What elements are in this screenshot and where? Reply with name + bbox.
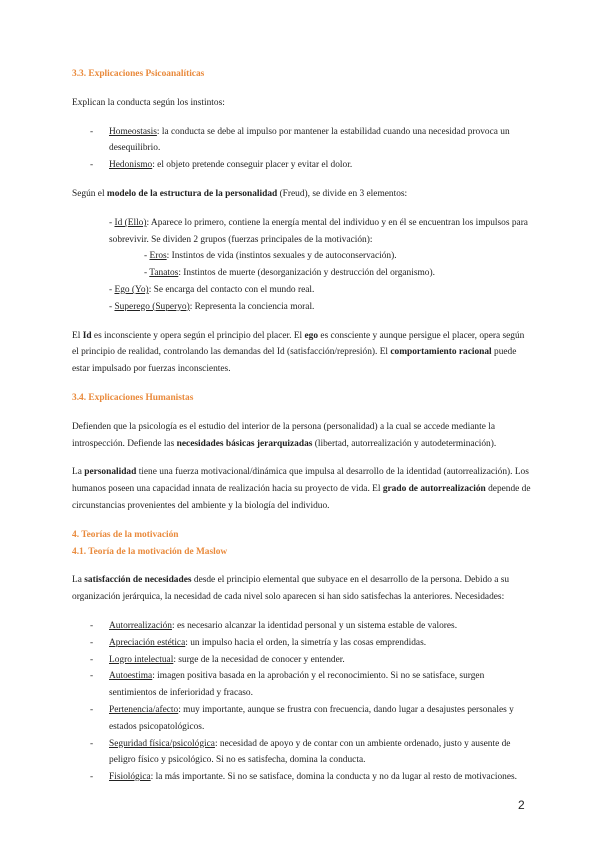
- document-page: [72, 66, 532, 786]
- superego-item: - Superego (Superyo): Representa la conciencia moral.: [109, 301, 315, 312]
- id-ego-paragraph: El Id es inconsciente y opera según el principio del placer. El ego es consciente y aunque persigue el placer, opera según el principio de realidad, controlando las demandas del Id (satisfacción/represión). El comportamiento racional puede estar impulsado por fuerzas inconscientes.: [72, 330, 525, 375]
- model-paragraph: Según el modelo de la estructura de la personalidad (Freud), se divide en 3 elementos:: [72, 188, 408, 199]
- eros-item: - Eros: Instintos de vida (instintos sexuales y de autoconservación).: [144, 251, 397, 262]
- personality-paragraph: La personalidad tiene una fuerza motivacional/dinámica que impulsa al desarrollo de la identidad (autorrealización). Los humanos poseen una capacidad innata de realización hacia su proyecto de vida. El grado de autorrealización depende de circunstancias provenientes del ambiente y la biología del individuo.: [72, 467, 531, 511]
- instinct-list: [72, 124, 532, 174]
- tanatos-item: - Tanatos: Instintos de muerte (desorganización y destrucción del organismo).: [144, 268, 435, 279]
- list-item: - Apreciación estética: un impulso hacia el orden, la simetría y las cosas emprendidas.: [90, 637, 427, 648]
- list-item: - Seguridad física/psicológica: necesidad de apoyo y de contar con un ambiente ordenado, justo y ausente de peligro físico y psicológico. Si no es satisfecha, domina la conducta.: [90, 738, 511, 766]
- heading-3-3: 3.3. Explicaciones Psicoanalíticas: [72, 69, 205, 79]
- humanist-paragraph: Defienden que la psicología es el estudio del interior de la persona (personalidad) a la cual se accede mediante la introspección. Defiende las necesidades básicas jerarquizadas (libertad, autorrealización y autodeterminación).: [72, 421, 497, 449]
- id-item: - Id (Ello): Aparece lo primero, contiene la energía mental del individuo y en él se encuentran los impulsos para sobrevivir. Se dividen 2 grupos (fuerzas principales de la motivación):: [109, 217, 528, 245]
- maslow-paragraph: La satisfacción de necesidades desde el principio elemental que subyace en el desarrollo de la persona. Debido a su organización jerárquica, la necesidad de cada nivel solo aparecen si han sido satisfechas la anteriores. Necesidades:: [72, 575, 510, 603]
- personality-structure: [72, 215, 532, 316]
- list-item: - Autorrealización: es necesario alcanzar la identidad personal y un sistema estable de valores.: [90, 620, 458, 631]
- heading-3-4: 3.4. Explicaciones Humanistas: [72, 392, 194, 403]
- list-item: - Autoestima: imagen positiva basada en la aprobación y el reconocimiento. Si no se satisface, surgen sentimientos de inferioridad y fracaso.: [90, 671, 485, 699]
- heading-4-1: 4.1. Teoría de la motivación de Maslow: [72, 546, 228, 557]
- list-item: - Hedonismo: el objeto pretende conseguir placer y evitar el dolor.: [90, 160, 353, 171]
- list-item: - Logro intelectual: surge de la necesidad de conocer y entender.: [90, 654, 345, 665]
- list-item: - Homeostasis: la conducta se debe al impulso por mantener la estabilidad cuando una necesidad provoca un desequilibrio.: [90, 126, 510, 154]
- heading-4: 4. Teorías de la motivación: [72, 529, 179, 540]
- list-item: - Fisiológica: la más importante. Si no se satisface, domina la conducta y no da lugar al resto de motivaciones.: [90, 772, 517, 783]
- needs-list: [72, 618, 532, 786]
- ego-item: - Ego (Yo): Se encarga del contacto con el mundo real.: [109, 284, 315, 295]
- intro-paragraph: Explican la conducta según los instintos:: [72, 97, 225, 108]
- list-item: - Pertenencia/afecto: muy importante, aunque se frustra con frecuencia, dando lugar a desajustes personales y estados psicopatológicos.: [90, 704, 514, 732]
- page-number: 2: [518, 798, 525, 812]
